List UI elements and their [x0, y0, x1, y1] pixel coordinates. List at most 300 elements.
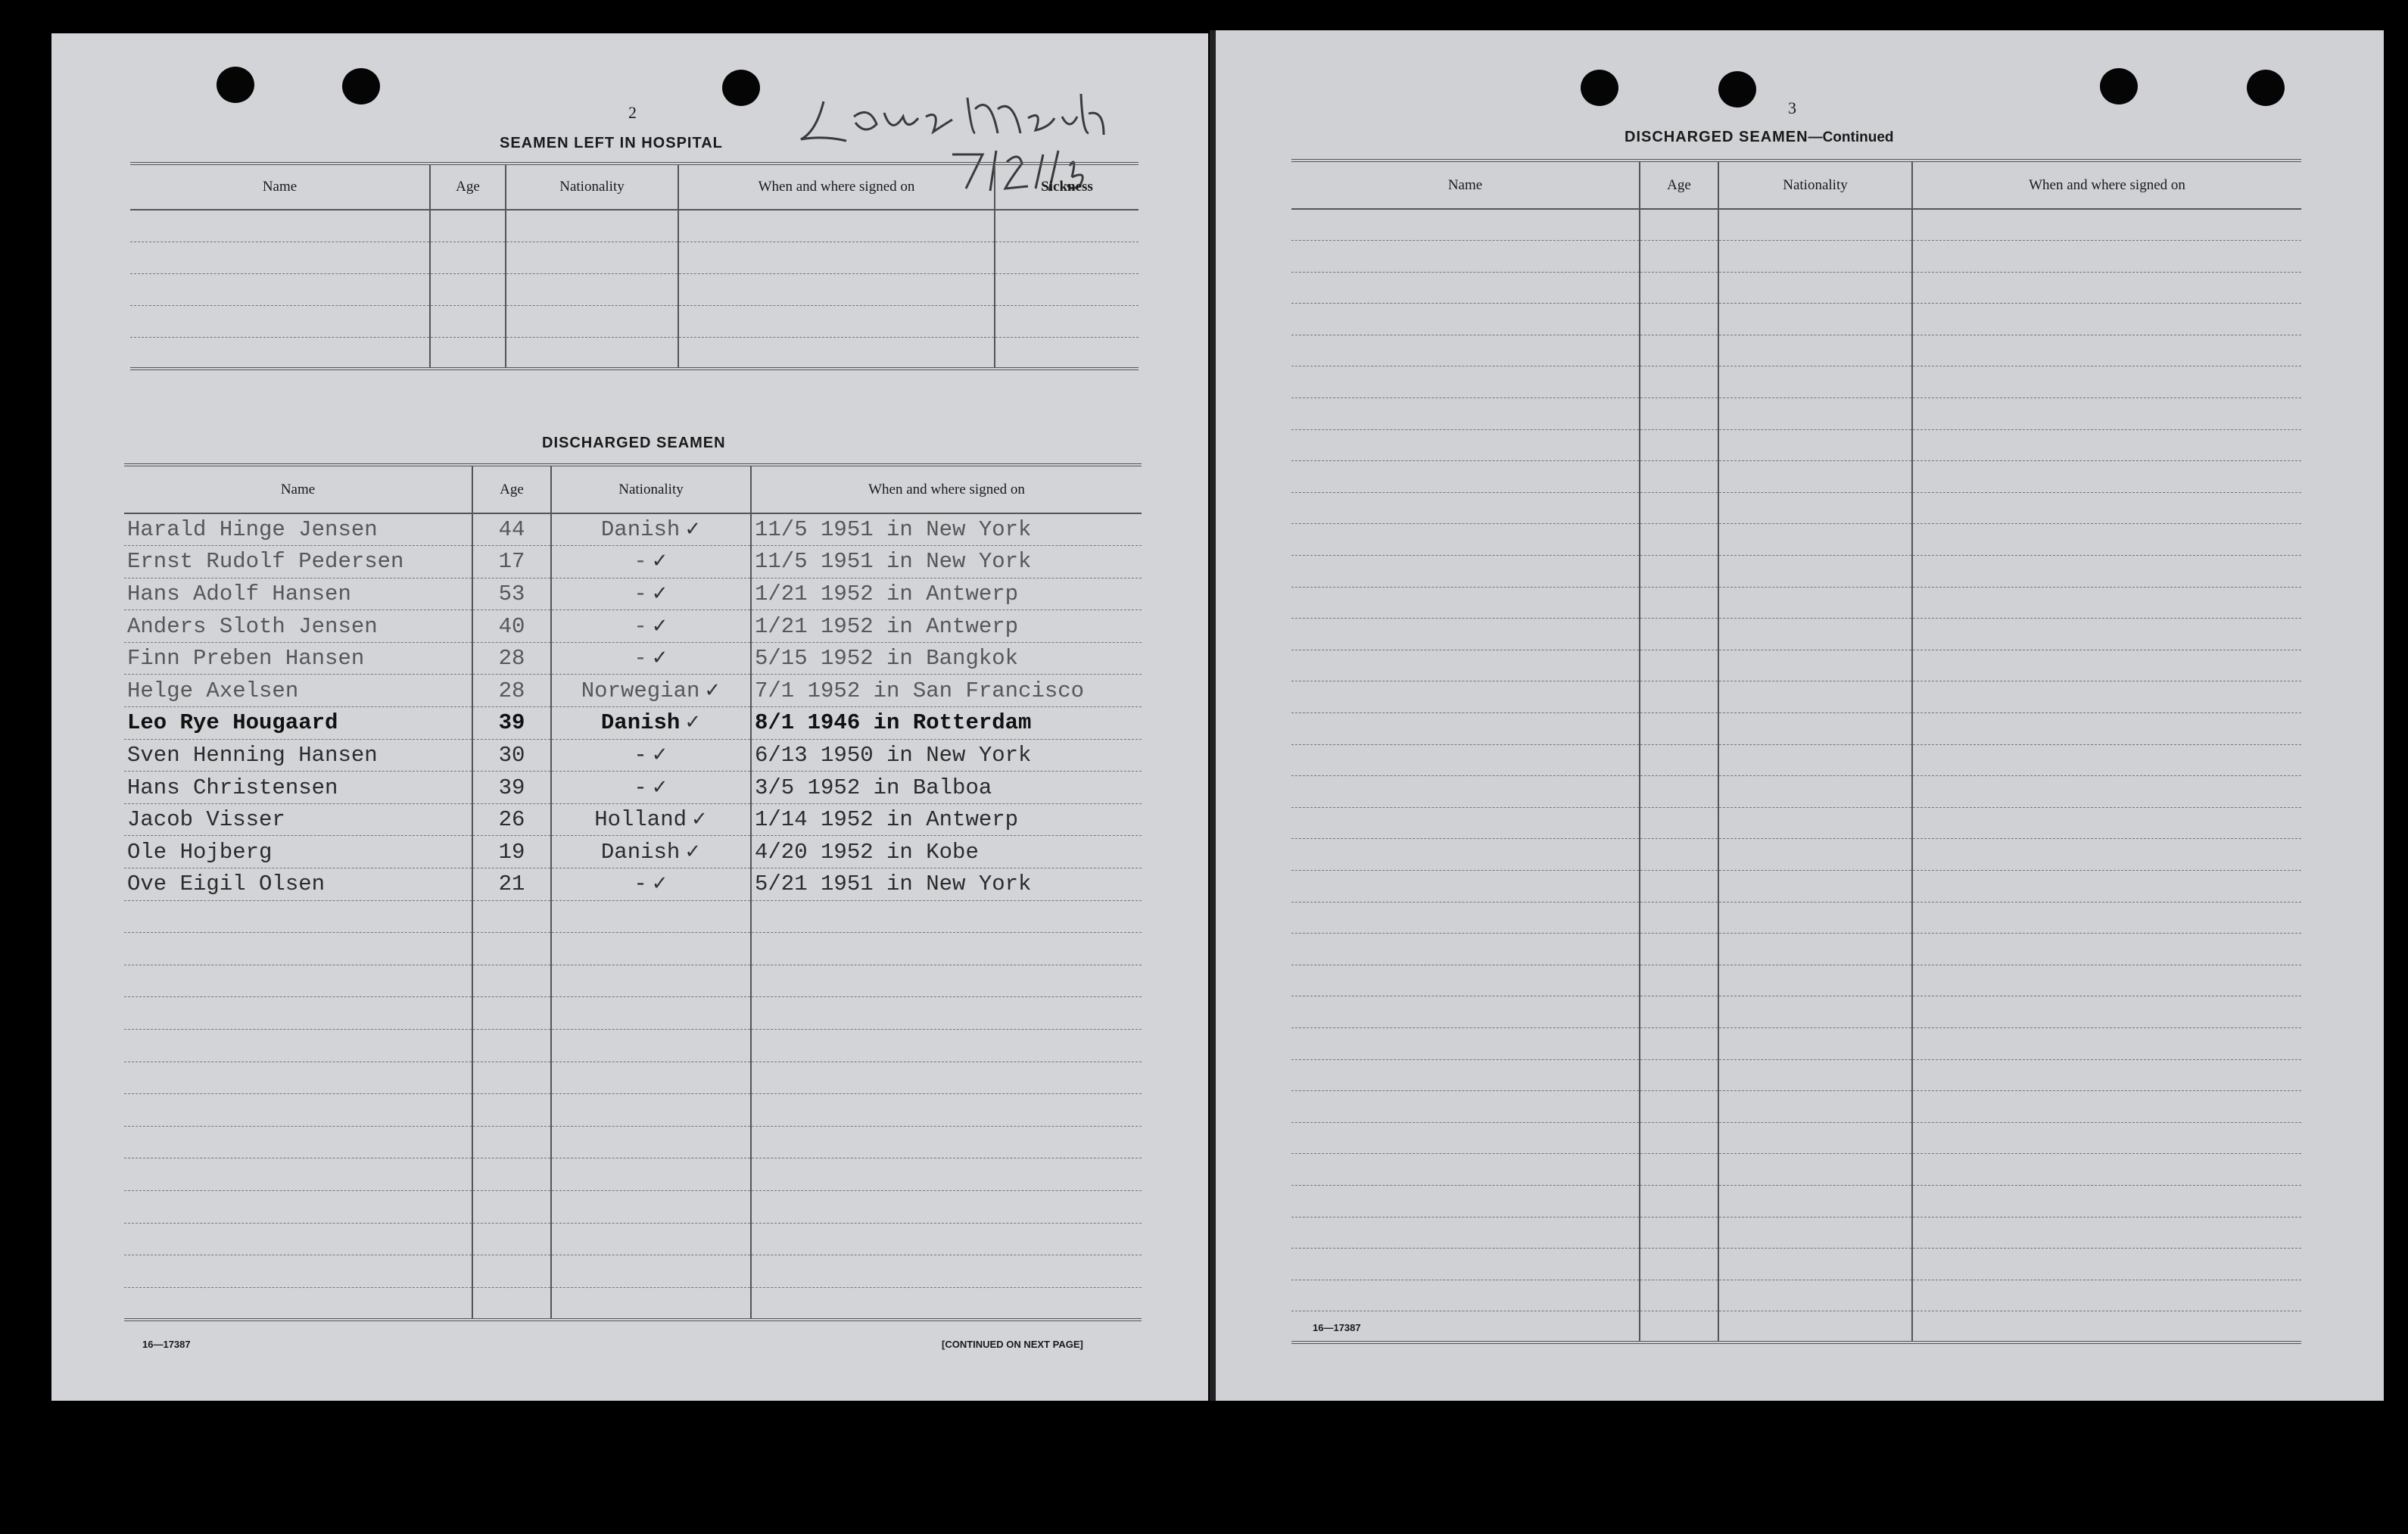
table-cell [1640, 429, 1718, 461]
cell-name [124, 933, 472, 965]
cell-age [472, 1223, 551, 1255]
table-cell [1291, 1059, 1640, 1091]
table-cell [1291, 524, 1640, 556]
continued-note: [CONTINUED ON NEXT PAGE] [942, 1339, 1083, 1350]
table-cell [1640, 556, 1718, 588]
discharged-section-title: DISCHARGED SEAMEN [542, 435, 726, 451]
cell-nationality [551, 997, 751, 1030]
cell-name [124, 513, 472, 546]
table-cell [1640, 241, 1718, 273]
cell-nationality [551, 1255, 751, 1288]
cell-signed-on [751, 642, 1142, 675]
table-row [1291, 776, 2301, 808]
cell-age-text: 28 [498, 678, 525, 703]
cell-name-text: Helge Axelsen [127, 678, 299, 703]
table-cell [1291, 902, 1640, 934]
table-cell [1291, 713, 1640, 745]
cell-age-text: 28 [498, 646, 525, 672]
table-cell [1291, 870, 1640, 902]
table-row [1291, 902, 2301, 934]
table-row [130, 273, 1139, 305]
table-row [124, 803, 1142, 836]
table-cell [1640, 902, 1718, 934]
cell-name-text: Leo Rye Hougaard [127, 710, 338, 736]
check-mark-icon: ✓ [651, 743, 668, 766]
cell-age [472, 578, 551, 610]
table-row [1291, 1122, 2301, 1154]
table-row [1291, 1027, 2301, 1059]
punch-hole [217, 67, 254, 103]
table-cell [1718, 1122, 1912, 1154]
cell-nationality [551, 1158, 751, 1191]
cell-name-text: Hans Christensen [127, 775, 338, 800]
table-cell [1912, 681, 2301, 713]
cell-nationality [551, 836, 751, 868]
cell-age-text: 30 [498, 742, 525, 768]
table-cell [1718, 839, 1912, 871]
cell-signed-on [751, 868, 1142, 901]
table-row [124, 836, 1142, 868]
table-cell [1640, 839, 1718, 871]
cell-age [472, 610, 551, 643]
table-cell [1291, 209, 1640, 241]
cell-signed-on [751, 997, 1142, 1030]
cell-nationality [551, 933, 751, 965]
table-cell [1291, 1154, 1640, 1186]
table-cell [1718, 492, 1912, 524]
check-mark-icon: ✓ [684, 518, 702, 541]
table-cell [1640, 209, 1718, 241]
column-header-nationality: Nationality [506, 164, 678, 210]
cell-signed-on [751, 578, 1142, 610]
cell-name-text: Jacob Visser [127, 807, 285, 833]
cell-signed-on [751, 675, 1142, 707]
form-number: 16—17387 [142, 1339, 191, 1350]
punch-hole [342, 68, 380, 104]
check-mark-icon: ✓ [691, 808, 708, 831]
table-row [1291, 272, 2301, 304]
table-cell [1291, 1249, 1640, 1280]
table-cell [1640, 996, 1718, 1028]
table-cell [1640, 1122, 1718, 1154]
cell-signed-on-text: 7/1 1952 in San Francisco [755, 678, 1085, 703]
table-cell [1718, 524, 1912, 556]
check-mark-icon: ✓ [651, 550, 668, 573]
table-cell [1718, 1311, 1912, 1343]
table-row [124, 1030, 1142, 1062]
cell-signed-on [751, 1158, 1142, 1191]
punch-hole [1581, 70, 1618, 106]
column-header-nationality: Nationality [551, 465, 751, 513]
table-cell [1291, 492, 1640, 524]
cell-signed-on [751, 965, 1142, 997]
table-cell [1640, 461, 1718, 493]
table-row [124, 1255, 1142, 1288]
table-row [1291, 744, 2301, 776]
check-mark-icon: ✓ [684, 711, 702, 734]
check-mark-icon: ✓ [684, 840, 702, 863]
table-cell [1291, 272, 1640, 304]
cell-signed-on-text: 5/15 1952 in Bangkok [755, 646, 1019, 672]
table-cell [1291, 996, 1640, 1028]
cell-name [124, 965, 472, 997]
table-row [124, 1062, 1142, 1094]
cell-name [124, 642, 472, 675]
table-cell [1291, 587, 1640, 619]
cell-age [472, 1062, 551, 1094]
cell-age [472, 900, 551, 933]
cell-age-text: 39 [498, 710, 525, 736]
cell-signed-on-text: 4/20 1952 in Kobe [755, 839, 979, 865]
table-cell [1912, 870, 2301, 902]
cell-age [472, 513, 551, 546]
table-row [1291, 934, 2301, 965]
table-cell [1718, 650, 1912, 681]
cell-age [472, 803, 551, 836]
table-cell [1718, 461, 1912, 493]
table-cell [1718, 366, 1912, 398]
table-row [1291, 1217, 2301, 1249]
table-cell [1912, 461, 2301, 493]
cell-nationality [551, 642, 751, 675]
table-cell [1718, 713, 1912, 745]
hospital-section-title: SEAMEN LEFT IN HOSPITAL [500, 135, 723, 151]
table-cell [1640, 1091, 1718, 1123]
table-cell [1718, 902, 1912, 934]
table-cell [1640, 335, 1718, 366]
cell-nationality-text: - [634, 549, 647, 575]
cell-signed-on [751, 707, 1142, 740]
cell-name [124, 675, 472, 707]
cell-age [472, 965, 551, 997]
table-cell [1640, 1280, 1718, 1311]
cell-nationality [551, 965, 751, 997]
cell-age [472, 997, 551, 1030]
cell-signed-on [751, 1094, 1142, 1127]
table-row [124, 1287, 1142, 1320]
cell-name [124, 610, 472, 643]
table-row [1291, 807, 2301, 839]
table-row [124, 772, 1142, 804]
table-cell [1291, 366, 1640, 398]
table-row [124, 868, 1142, 901]
cell-age-text: 39 [498, 775, 525, 800]
table-cell [1718, 304, 1912, 335]
table-cell [1912, 272, 2301, 304]
table-cell [1291, 1185, 1640, 1217]
cell-name [124, 1190, 472, 1223]
table-cell [1291, 1217, 1640, 1249]
cell-signed-on [751, 610, 1142, 643]
table-cell [1912, 556, 2301, 588]
cell-nationality [551, 1094, 751, 1127]
punch-hole [1718, 71, 1756, 108]
cell-name-text: Ole Hojberg [127, 839, 273, 865]
cell-signed-on [751, 546, 1142, 578]
table-row [130, 337, 1139, 369]
cell-nationality [551, 1190, 751, 1223]
page-title [1625, 129, 1894, 146]
table-cell [1718, 241, 1912, 273]
cell-nationality [551, 1223, 751, 1255]
table-row [1291, 1280, 2301, 1311]
table-cell [1912, 996, 2301, 1028]
cell-age [472, 836, 551, 868]
cell-age [472, 1158, 551, 1191]
table-cell [1912, 335, 2301, 366]
page-title-suffix: —Continued [1808, 129, 1894, 145]
cell-signed-on-text: 3/5 1952 in Balboa [755, 775, 992, 800]
cell-age [472, 739, 551, 772]
cell-name [124, 997, 472, 1030]
table-cell [1640, 366, 1718, 398]
cell-signed-on [751, 900, 1142, 933]
column-header-signed-on: When and where signed on [678, 164, 995, 210]
cell-nationality-text: - [634, 871, 647, 897]
table-cell [1291, 1280, 1640, 1311]
table-cell [1912, 492, 2301, 524]
punch-hole [2247, 70, 2285, 106]
cell-signed-on [751, 772, 1142, 804]
table-cell [1291, 1122, 1640, 1154]
table-cell [1718, 776, 1912, 808]
cell-age [472, 546, 551, 578]
cell-nationality [551, 739, 751, 772]
table-cell [1291, 776, 1640, 808]
table-cell [1912, 209, 2301, 241]
discharged-continued-table [1291, 159, 2301, 1344]
column-header-name: Name [130, 164, 430, 210]
cell-nationality [551, 675, 751, 707]
table-cell [1718, 619, 1912, 650]
check-mark-icon: ✓ [704, 678, 721, 702]
cell-signed-on-text: 8/1 1946 in Rotterdam [755, 710, 1032, 736]
table-row [1291, 1311, 2301, 1343]
cell-age-text: 19 [498, 839, 525, 865]
table-cell [1291, 1091, 1640, 1123]
table-cell [1640, 965, 1718, 996]
cell-nationality [551, 1062, 751, 1094]
table-cell [1912, 1027, 2301, 1059]
table-cell [1640, 1249, 1718, 1280]
table-cell [1291, 619, 1640, 650]
cell-signed-on [751, 1255, 1142, 1288]
table-cell [1718, 1091, 1912, 1123]
cell-signed-on-text: 11/5 1951 in New York [755, 517, 1032, 543]
table-cell [1291, 335, 1640, 366]
table-cell [1640, 1059, 1718, 1091]
table-row [1291, 965, 2301, 996]
table-row [124, 1094, 1142, 1127]
table-cell [1718, 587, 1912, 619]
cell-signed-on [751, 1190, 1142, 1223]
cell-age [472, 933, 551, 965]
table-row [130, 242, 1139, 273]
table-cell [1640, 304, 1718, 335]
cell-nationality [551, 1287, 751, 1320]
table-cell [1718, 807, 1912, 839]
cell-nationality-text: Danish [600, 839, 681, 865]
check-mark-icon: ✓ [651, 647, 668, 670]
table-row [124, 1126, 1142, 1158]
cell-name-text: Sven Henning Hansen [127, 742, 378, 768]
table-cell [1640, 1217, 1718, 1249]
cell-nationality [551, 546, 751, 578]
table-cell [1640, 398, 1718, 430]
cell-nationality [551, 578, 751, 610]
check-mark-icon: ✓ [651, 581, 668, 605]
table-cell [1912, 524, 2301, 556]
table-cell [1291, 556, 1640, 588]
cell-name [124, 1030, 472, 1062]
cell-age [472, 1287, 551, 1320]
cell-name [124, 578, 472, 610]
table-cell [1640, 681, 1718, 713]
cell-signed-on [751, 1062, 1142, 1094]
table-cell [1718, 209, 1912, 241]
table-cell [1912, 304, 2301, 335]
table-row [130, 305, 1139, 337]
cell-signed-on [751, 803, 1142, 836]
table-row [1291, 429, 2301, 461]
table-row [124, 1223, 1142, 1255]
table-cell [1912, 587, 2301, 619]
table-cell [1291, 304, 1640, 335]
cell-age [472, 642, 551, 675]
column-header-signed-on: When and where signed on [751, 465, 1142, 513]
table-cell [1718, 1249, 1912, 1280]
table-row [1291, 1091, 2301, 1123]
check-mark-icon: ✓ [651, 872, 668, 896]
cell-age [472, 772, 551, 804]
table-cell [1912, 1122, 2301, 1154]
table-row [124, 707, 1142, 740]
table-row [1291, 241, 2301, 273]
table-cell [1912, 1091, 2301, 1123]
table-cell [1912, 965, 2301, 996]
discharged-table [124, 463, 1142, 1321]
cell-name-text: Ernst Rudolf Pedersen [127, 549, 404, 575]
left-page [51, 33, 1208, 1401]
table-cell [1718, 429, 1912, 461]
table-row [1291, 492, 2301, 524]
page-number: 3 [1788, 98, 1796, 117]
cell-signed-on [751, 739, 1142, 772]
table-cell [1912, 398, 2301, 430]
cell-name [124, 1126, 472, 1158]
column-header-signed-on: When and where signed on [1912, 161, 2301, 209]
table-cell [1291, 398, 1640, 430]
table-row [1291, 996, 2301, 1028]
table-cell [1640, 776, 1718, 808]
table-row [1291, 1059, 2301, 1091]
table-row [124, 610, 1142, 643]
cell-signed-on [751, 1287, 1142, 1320]
cell-age-text: 44 [498, 517, 525, 543]
table-cell [1718, 272, 1912, 304]
table-cell [1718, 996, 1912, 1028]
table-row [1291, 366, 2301, 398]
table-cell [1912, 650, 2301, 681]
table-cell [1912, 1154, 2301, 1186]
table-cell [1640, 1311, 1718, 1343]
table-row [1291, 713, 2301, 745]
column-header-age: Age [1640, 161, 1718, 209]
cell-age [472, 675, 551, 707]
table-cell [1291, 429, 1640, 461]
cell-nationality-text: Danish [600, 517, 681, 543]
table-row [124, 642, 1142, 675]
table-row [124, 546, 1142, 578]
table-row [1291, 681, 2301, 713]
table-cell [1640, 587, 1718, 619]
table-row [124, 513, 1142, 546]
table-row [1291, 587, 2301, 619]
cell-name [124, 868, 472, 901]
table-cell [1291, 965, 1640, 996]
table-cell [1912, 619, 2301, 650]
table-cell [1718, 1059, 1912, 1091]
table-cell [1640, 619, 1718, 650]
table-cell [1640, 713, 1718, 745]
table-row [1291, 1154, 2301, 1186]
table-cell [1640, 492, 1718, 524]
cell-name [124, 1062, 472, 1094]
table-cell [1291, 650, 1640, 681]
check-mark-icon: ✓ [651, 614, 668, 638]
page-number: 2 [628, 103, 637, 122]
table-cell [1912, 366, 2301, 398]
table-cell [1291, 241, 1640, 273]
cell-nationality-text: Norwegian [581, 678, 700, 703]
cell-signed-on-text: 1/14 1952 in Antwerp [755, 807, 1019, 833]
table-row [1291, 304, 2301, 335]
column-header-name: Name [124, 465, 472, 513]
table-row [1291, 650, 2301, 681]
table-row [124, 997, 1142, 1030]
cell-nationality-text: - [634, 613, 647, 639]
table-row [130, 210, 1139, 242]
cell-name [124, 1223, 472, 1255]
cell-name-text: Ove Eigil Olsen [127, 871, 326, 897]
cell-name-text: Finn Preben Hansen [127, 646, 365, 672]
table-row [124, 965, 1142, 997]
table-cell [1718, 556, 1912, 588]
table-cell [1718, 870, 1912, 902]
table-cell [1912, 241, 2301, 273]
check-mark-icon: ✓ [651, 775, 668, 799]
table-cell [1640, 807, 1718, 839]
cell-nationality [551, 610, 751, 643]
page-title-text: DISCHARGED SEAMEN [1625, 129, 1808, 145]
table-row [1291, 461, 2301, 493]
table-cell [1912, 1249, 2301, 1280]
table-cell [1718, 335, 1912, 366]
table-cell [1291, 807, 1640, 839]
cell-name [124, 900, 472, 933]
column-header-age: Age [430, 164, 506, 210]
table-cell [1912, 429, 2301, 461]
cell-age [472, 707, 551, 740]
table-cell [1640, 1154, 1718, 1186]
table-cell [1640, 870, 1718, 902]
table-row [1291, 1249, 2301, 1280]
table-cell [1912, 934, 2301, 965]
right-page [1216, 30, 2384, 1401]
table-cell [1291, 934, 1640, 965]
cell-age-text: 53 [498, 581, 525, 606]
table-cell [1718, 398, 1912, 430]
